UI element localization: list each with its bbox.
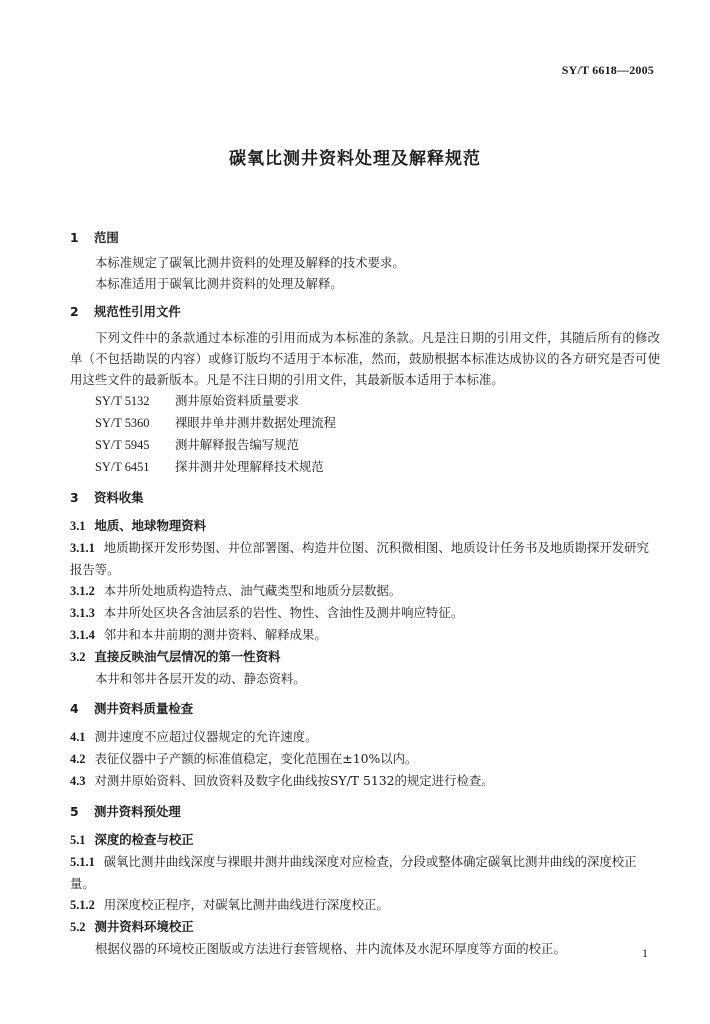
reference-title: 探井测井处理解释技术规范 <box>175 459 324 474</box>
clause-number: 5.1.2 <box>70 898 95 912</box>
clause <box>70 726 660 748</box>
clause-number: 3.1.4 <box>70 628 95 642</box>
clause-text: 用深度校正程序，对碳氧比测井曲线进行深度校正。 <box>103 897 389 912</box>
paragraph: 下列文件中的条款通过本标准的引用而成为本标准的条款。凡是注日期的引用文件，其随后所有的修改单（不包括勘误的内容）或修订版均不适用于本标准，然而，鼓励根据本标准达成协议的各方研究是否可使用这些文件的最新版本。凡是不注日期的引用文件，其最新版本适用于本标准。 <box>70 330 660 387</box>
section-label: 测井资料预处理 <box>94 804 181 819</box>
clause-number: 4.2 <box>70 752 86 766</box>
reference-item <box>70 456 660 478</box>
reference-title: 测井解释报告编写规范 <box>175 437 299 452</box>
standard-number: SY/T 6618—2005 <box>561 63 654 77</box>
reference-title: 测井原始资料质量要求 <box>175 393 299 408</box>
clause-text: 对测井原始资料、回放资料及数字化曲线按SY/T 5132的规定进行检查。 <box>94 773 494 788</box>
subsection-number: 5.1 <box>70 833 86 847</box>
reference-code: SY/T 5945 <box>95 438 150 452</box>
reference-code: SY/T 5132 <box>95 394 150 408</box>
reference-item <box>70 434 660 456</box>
subsection-number: 3.1 <box>70 519 86 533</box>
section-label: 范围 <box>94 230 119 245</box>
subsection-label: 地质、地球物理资料 <box>94 518 207 533</box>
clause <box>70 602 660 624</box>
subsection-heading <box>70 829 660 851</box>
section-heading <box>70 228 660 248</box>
clause-text: 本井所处区块各含油层系的岩性、物性、含油性及测井响应特征。 <box>103 605 464 620</box>
section-heading <box>70 488 660 508</box>
clause <box>70 748 660 770</box>
clause <box>70 580 660 602</box>
paragraph: 本标准规定了碳氧比测井资料的处理及解释的技术要求。 <box>95 255 405 270</box>
section-number: 2 <box>70 304 79 319</box>
subsection-number: 5.2 <box>70 920 86 934</box>
section-label: 测井资料质量检查 <box>94 701 194 716</box>
subsection-label: 直接反映油气层情况的第一性资料 <box>94 649 281 664</box>
subsection-label: 测井资料环境校正 <box>94 919 194 934</box>
subsection-heading <box>70 646 660 668</box>
reference-item <box>70 390 660 412</box>
subsection-number: 3.2 <box>70 650 86 664</box>
clause <box>70 851 660 894</box>
clause <box>70 894 660 916</box>
subsection-label: 深度的检查与校正 <box>94 832 194 847</box>
clause-text: 地质勘探开发形势图、井位部署图、构造井位图、沉积微相图、地质设计任务书及地质勘探开发研究报告等。 <box>70 540 649 577</box>
clause-number: 4.1 <box>70 730 86 744</box>
paragraph: 本井和邻井各层开发的动、静态资料。 <box>95 671 306 686</box>
clause-number: 3.1.2 <box>70 584 95 598</box>
clause-number: 3.1.1 <box>70 541 95 555</box>
clause-number: 3.1.3 <box>70 606 95 620</box>
reference-title: 裸眼井单井测井数据处理流程 <box>175 415 337 430</box>
reference-code: SY/T 6451 <box>95 460 150 474</box>
clause-text: 邻井和本井前期的测井资料、解释成果。 <box>103 627 327 642</box>
section-number: 4 <box>70 701 79 716</box>
section-number: 1 <box>70 230 79 245</box>
clause-text: 测井速度不应超过仪器规定的允许速度。 <box>94 729 318 744</box>
clause <box>70 537 660 580</box>
section-label: 规范性引用文件 <box>94 304 181 319</box>
clause-text: 表征仪器中子产额的标准值稳定，变化范围在±10%以内。 <box>94 751 418 766</box>
clause-text: 碳氧比测井曲线深度与裸眼井测井曲线深度对应检查，分段或整体确定碳氧比测井曲线的深度校正量。 <box>70 854 637 891</box>
page-number: 1 <box>642 946 648 960</box>
section-heading <box>70 699 660 719</box>
subsection-heading <box>70 515 660 537</box>
section-number: 5 <box>70 804 79 819</box>
document-body <box>70 228 660 959</box>
clause-number: 5.1.1 <box>70 855 95 869</box>
paragraph: 本标准适用于碳氧比测井资料的处理及解释。 <box>95 276 343 291</box>
reference-code: SY/T 5360 <box>95 416 150 430</box>
clause <box>70 624 660 646</box>
section-label: 资料收集 <box>94 490 144 505</box>
clause <box>70 770 660 792</box>
clause-number: 4.3 <box>70 774 86 788</box>
clause-text: 本井所处地质构造特点、油气藏类型和地质分层数据。 <box>103 583 402 598</box>
section-heading <box>70 802 660 822</box>
paragraph: 根据仪器的环境校正图版或方法进行套管规格、井内流体及水泥环厚度等方面的校正。 <box>95 941 566 956</box>
section-number: 3 <box>70 490 79 505</box>
document-title: 碳氧比测井资料处理及解释规范 <box>229 149 481 169</box>
reference-item <box>70 412 660 434</box>
subsection-heading <box>70 916 660 938</box>
section-heading <box>70 302 660 322</box>
